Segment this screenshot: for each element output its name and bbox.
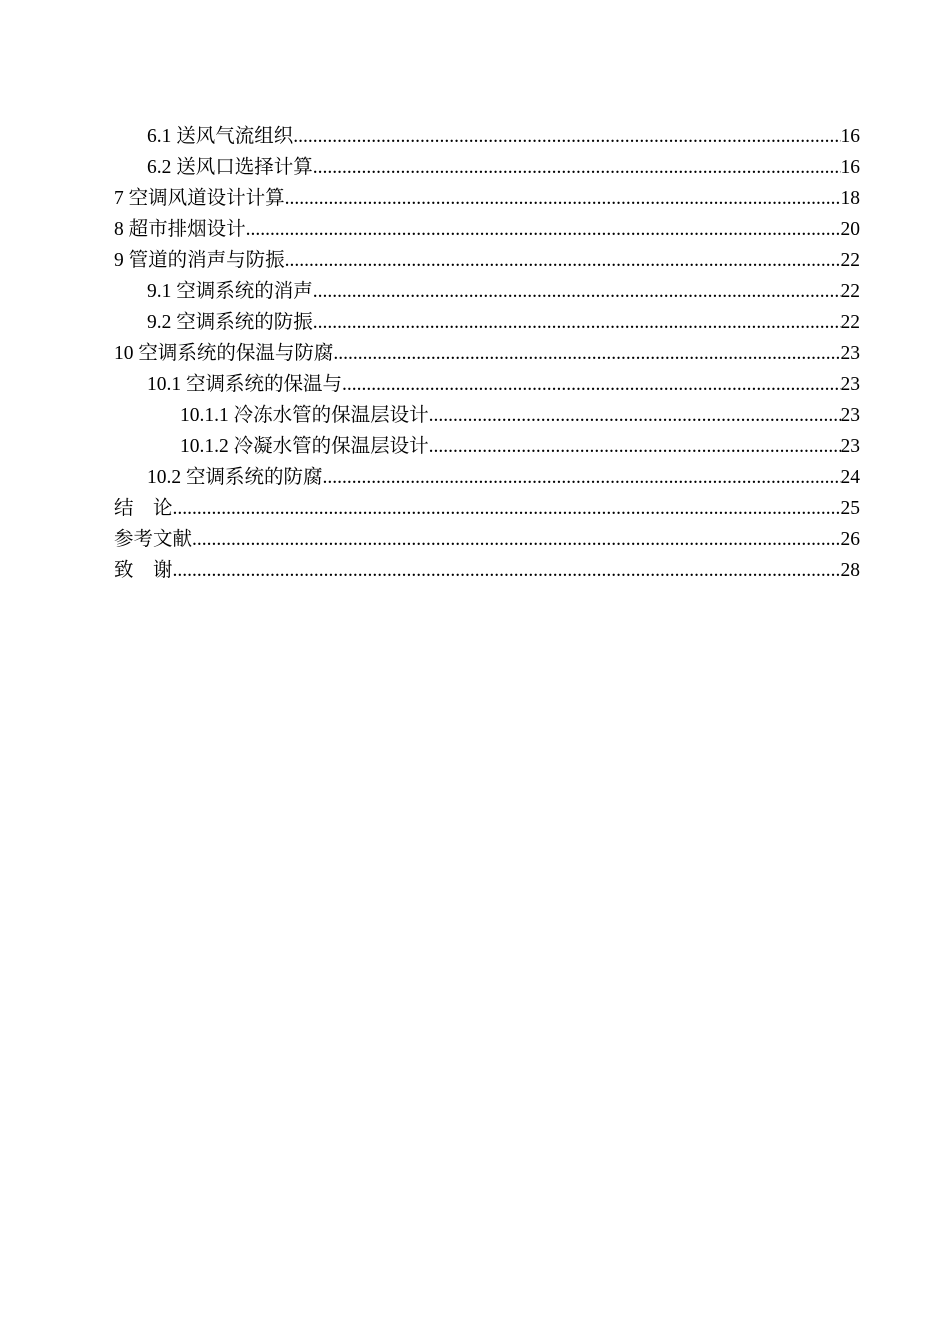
toc-dot-leader xyxy=(173,555,841,586)
toc-dot-leader xyxy=(285,245,841,276)
toc-entry[interactable] xyxy=(114,214,860,245)
toc-entry-page: 23 xyxy=(840,374,860,395)
toc-entry-title: 10 空调系统的保温与防腐 xyxy=(114,343,334,364)
toc-dot-leader xyxy=(192,524,840,555)
toc-entry[interactable] xyxy=(114,493,860,524)
toc-entry-page: 16 xyxy=(840,157,860,178)
toc-entry[interactable] xyxy=(114,276,860,307)
toc-entry-page: 20 xyxy=(840,219,860,240)
toc-entry[interactable] xyxy=(114,307,860,338)
toc-entry[interactable] xyxy=(114,524,860,555)
toc-dot-leader xyxy=(293,121,840,152)
toc-entry[interactable] xyxy=(114,338,860,369)
toc-entry-page: 22 xyxy=(840,312,860,333)
toc-entry[interactable] xyxy=(114,183,860,214)
toc-entry-title: 8 超市排烟设计 xyxy=(114,219,246,240)
table-of-contents xyxy=(114,121,860,586)
toc-dot-leader xyxy=(313,276,841,307)
toc-entry-page: 24 xyxy=(840,467,860,488)
toc-entry-title: 参考文献 xyxy=(114,529,193,550)
toc-entry-page: 22 xyxy=(840,281,860,302)
toc-entry-page: 22 xyxy=(840,250,860,271)
toc-entry-page: 23 xyxy=(840,436,860,457)
toc-entry-title: 10.1.1 冷冻水管的保温层设计 xyxy=(180,405,429,426)
toc-entry-page: 28 xyxy=(840,560,860,581)
toc-entry-page: 16 xyxy=(840,126,860,147)
toc-dot-leader xyxy=(246,214,841,245)
toc-entry[interactable] xyxy=(114,121,860,152)
toc-entry-title: 6.2 送风口选择计算 xyxy=(147,157,313,178)
toc-dot-leader xyxy=(323,462,841,493)
toc-entry[interactable] xyxy=(114,555,860,586)
toc-entry-title: 致 谢 xyxy=(114,560,173,581)
toc-dot-leader xyxy=(313,152,841,183)
toc-entry[interactable] xyxy=(114,152,860,183)
toc-entry-title: 9.1 空调系统的消声 xyxy=(147,281,313,302)
toc-entry-page: 23 xyxy=(840,405,860,426)
toc-dot-leader xyxy=(313,307,841,338)
toc-entry-title: 10.1.2 冷凝水管的保温层设计 xyxy=(180,436,429,457)
toc-entry-page: 25 xyxy=(840,498,860,519)
toc-entry-page: 26 xyxy=(840,529,860,550)
toc-dot-leader xyxy=(333,338,840,369)
toc-entry[interactable] xyxy=(114,245,860,276)
toc-entry[interactable] xyxy=(114,462,860,493)
toc-entry-title: 9 管道的消声与防振 xyxy=(114,250,285,271)
toc-entry-page: 23 xyxy=(840,343,860,364)
toc-entry-title: 6.1 送风气流组织 xyxy=(147,126,294,147)
toc-entry-title: 10.1 空调系统的保温与 xyxy=(147,374,343,395)
toc-entry[interactable] xyxy=(114,431,860,462)
toc-entry[interactable] xyxy=(114,369,860,400)
toc-entry-title: 9.2 空调系统的防振 xyxy=(147,312,313,333)
toc-entry[interactable] xyxy=(114,400,860,431)
toc-entry-page: 18 xyxy=(840,188,860,209)
toc-dot-leader xyxy=(429,431,841,462)
toc-dot-leader xyxy=(173,493,841,524)
toc-entry-title: 结 论 xyxy=(114,498,173,519)
toc-entry-title: 10.2 空调系统的防腐 xyxy=(147,467,323,488)
toc-dot-leader xyxy=(342,369,840,400)
toc-dot-leader xyxy=(429,400,841,431)
toc-dot-leader xyxy=(285,183,841,214)
toc-entry-title: 7 空调风道设计计算 xyxy=(114,188,285,209)
